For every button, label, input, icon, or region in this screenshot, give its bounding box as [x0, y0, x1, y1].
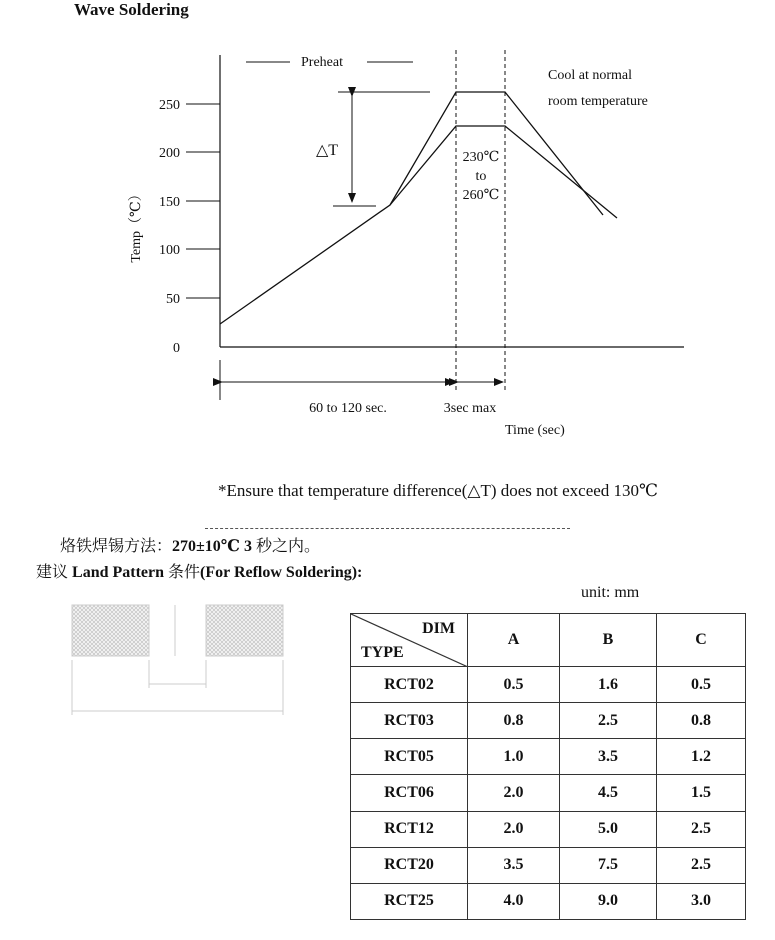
land-end: :	[357, 564, 363, 581]
c-cell: 3.0	[657, 883, 746, 919]
tick-label: 50	[166, 292, 180, 307]
type-cell: RCT20	[351, 847, 468, 883]
header-dim: DIM	[422, 620, 455, 637]
c-cell: 1.2	[657, 739, 746, 775]
b-cell: 4.5	[560, 775, 657, 811]
dimension-table	[350, 613, 746, 920]
land-pattern-diagram	[60, 596, 300, 722]
a-cell: 2.0	[468, 811, 560, 847]
peak-range-label: 230℃	[462, 150, 500, 165]
c-cell: 0.5	[657, 667, 746, 703]
table-row	[351, 847, 746, 883]
a-cell: 3.5	[468, 847, 560, 883]
iron-suffix: 秒之内。	[251, 538, 320, 555]
land-bold: Land Pattern	[72, 564, 165, 581]
c-cell: 2.5	[657, 847, 746, 883]
tick-label: 100	[159, 243, 180, 258]
a-cell: 0.5	[468, 667, 560, 703]
type-cell: RCT05	[351, 739, 468, 775]
table-row	[351, 811, 746, 847]
table-row	[351, 739, 746, 775]
land-pattern-heading	[36, 559, 362, 582]
cool-label: room temperature	[548, 94, 648, 109]
a-cell: 4.0	[468, 883, 560, 919]
land-mid: 条件	[164, 564, 201, 581]
land-bold2: (For Reflow Soldering)	[200, 564, 358, 581]
peak-range-label: to	[475, 169, 487, 184]
land-prefix: 建议	[36, 564, 73, 581]
section-title: Wave Soldering	[74, 0, 189, 19]
type-cell: RCT02	[351, 667, 468, 703]
header-type: TYPE	[361, 644, 404, 661]
right-pad	[206, 605, 283, 656]
column-header: B	[560, 614, 657, 667]
iron-value: 270±10℃ 3	[172, 538, 252, 555]
type-cell: RCT12	[351, 811, 468, 847]
tick-label: 0	[173, 341, 180, 356]
tick-label: 200	[159, 146, 180, 161]
a-cell: 1.0	[468, 739, 560, 775]
preheat-label: Preheat	[301, 55, 343, 70]
peak-range-label: 260℃	[462, 188, 500, 203]
cool-label: Cool at normal	[548, 68, 632, 83]
table-row	[351, 775, 746, 811]
b-cell: 2.5	[560, 703, 657, 739]
type-cell: RCT03	[351, 703, 468, 739]
dashed-separator	[205, 528, 570, 529]
soldering-iron-instruction	[60, 533, 320, 556]
column-header: A	[468, 614, 560, 667]
b-cell: 1.6	[560, 667, 657, 703]
delta-t-note: *Ensure that temperature difference(△T) does not exceed 130℃	[218, 481, 659, 500]
b-cell: 9.0	[560, 883, 657, 919]
column-header: C	[657, 614, 746, 667]
x-axis-label: Time (sec)	[505, 423, 565, 438]
c-cell: 0.8	[657, 703, 746, 739]
c-cell: 1.5	[657, 775, 746, 811]
b-cell: 3.5	[560, 739, 657, 775]
tick-label: 250	[159, 98, 180, 113]
c-cell: 2.5	[657, 811, 746, 847]
profile-lower-line	[390, 126, 617, 218]
left-pad	[72, 605, 149, 656]
y-axis-label: Temp（℃）	[129, 187, 144, 263]
profile-upper-line	[220, 92, 603, 324]
header-diagonal-cell	[351, 614, 468, 667]
peak-time-label: 3sec max	[443, 401, 497, 416]
b-cell: 5.0	[560, 811, 657, 847]
type-cell: RCT25	[351, 883, 468, 919]
a-cell: 2.0	[468, 775, 560, 811]
unit-label: unit: mm	[581, 584, 640, 601]
table-header-row	[351, 614, 746, 667]
table-row	[351, 667, 746, 703]
table-row	[351, 703, 746, 739]
iron-prefix: 烙铁焊锡方法：	[60, 538, 173, 555]
delta-t-label: △T	[316, 142, 339, 159]
type-cell: RCT06	[351, 775, 468, 811]
preheat-time-label: 60 to 120 sec.	[309, 401, 387, 416]
tick-label: 150	[159, 195, 180, 210]
b-cell: 7.5	[560, 847, 657, 883]
a-cell: 0.8	[468, 703, 560, 739]
table-row	[351, 883, 746, 919]
